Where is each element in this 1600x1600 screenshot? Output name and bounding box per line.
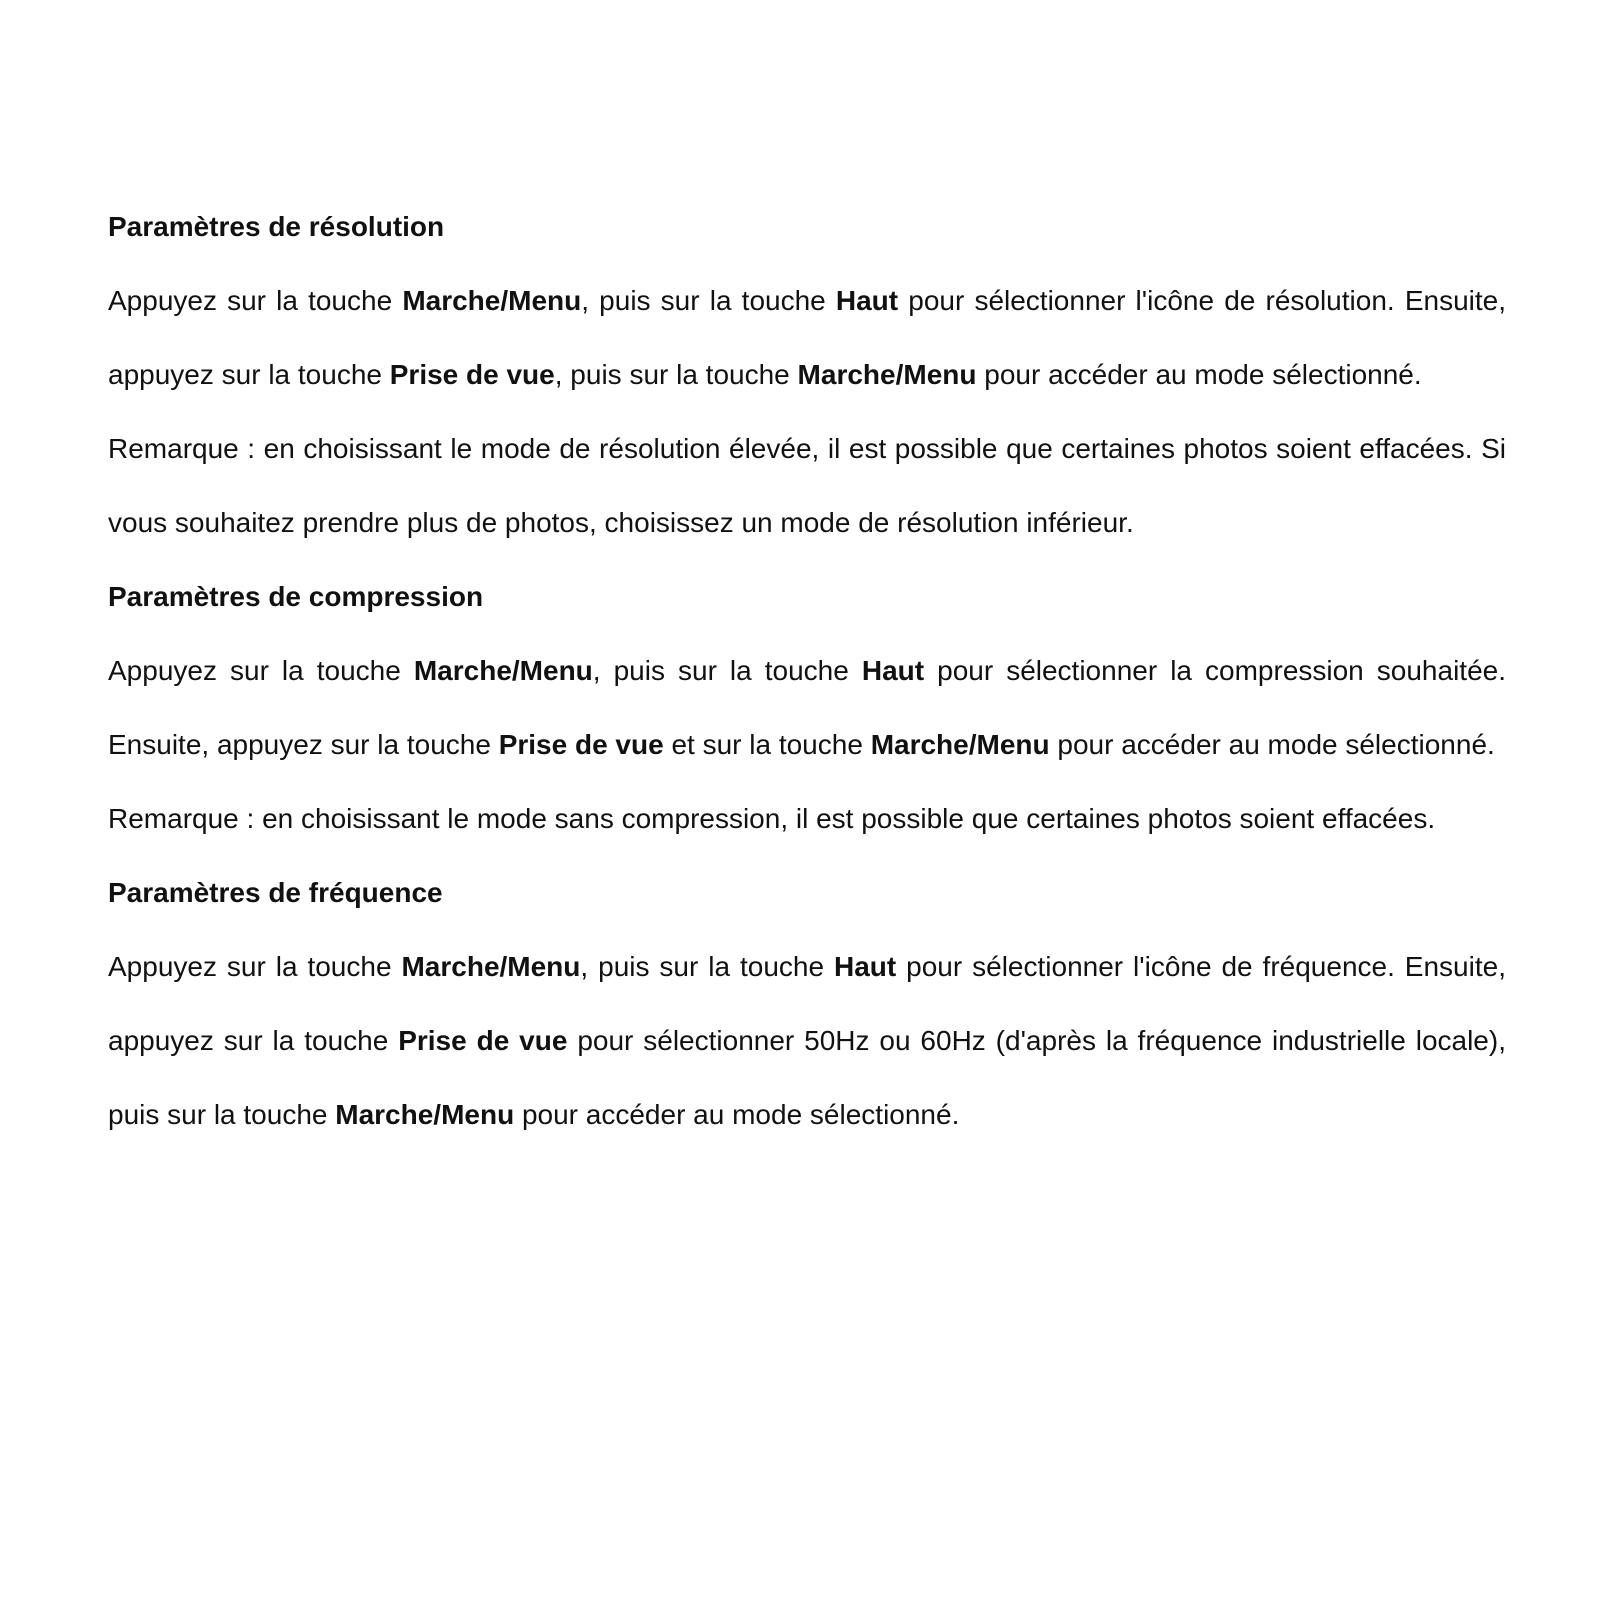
text-run: pour accéder au mode sélectionné.: [976, 359, 1422, 390]
text-run: pour sélectionner l'icône de fréquence. Ensuite, appuyez sur la touche: [108, 951, 1506, 1056]
key-name: Marche/Menu: [335, 1099, 515, 1130]
key-name: Haut: [861, 655, 925, 686]
text-run: , puis sur la touche: [592, 655, 862, 686]
key-name: Marche/Menu: [797, 359, 977, 390]
section-frequency: [108, 856, 1506, 1152]
section-resolution: [108, 190, 1506, 560]
key-name: Marche/Menu: [870, 729, 1050, 760]
key-name: Marche/Menu: [413, 655, 593, 686]
text-run: , puis sur la touche: [581, 285, 836, 316]
text-run: , puis sur la touche: [554, 359, 798, 390]
text-run: Appuyez sur la touche: [108, 951, 402, 982]
section-title: Paramètres de fréquence: [108, 877, 443, 908]
key-name: Marche/Menu: [402, 285, 582, 316]
key-name: Prise de vue: [389, 359, 555, 390]
text-run: et sur la touche: [663, 729, 871, 760]
text-run: , puis sur la touche: [580, 951, 834, 982]
text-run: Remarque : en choisissant le mode de résolution élevée, il est possible que certaines photos soient effacées. Si vous souhaitez prendre plus de photos, choisissez un mode de résolution inférieur.: [108, 433, 1506, 538]
section-title: Paramètres de résolution: [108, 211, 445, 242]
document-page: [108, 190, 1506, 1152]
key-name: Prise de vue: [498, 729, 664, 760]
text-run: Appuyez sur la touche: [108, 285, 403, 316]
text-run: pour accéder au mode sélectionné.: [514, 1099, 960, 1130]
text-run: Appuyez sur la touche: [108, 655, 414, 686]
section-compression: [108, 560, 1506, 856]
section-title: Paramètres de compression: [108, 581, 484, 612]
key-name: Prise de vue: [398, 1025, 568, 1056]
key-name: Haut: [833, 951, 897, 982]
paragraph: [108, 930, 1506, 1152]
paragraph: [108, 264, 1506, 412]
note-paragraph: [108, 782, 1506, 856]
key-name: Marche/Menu: [401, 951, 581, 982]
key-name: Haut: [835, 285, 899, 316]
note-paragraph: [108, 412, 1506, 560]
text-run: Remarque : en choisissant le mode sans compression, il est possible que certaines photos soient effacées.: [108, 803, 1436, 834]
paragraph: [108, 634, 1506, 782]
text-run: pour sélectionner 50Hz ou 60Hz (d'après la fréquence industrielle locale), puis sur la touche: [108, 1025, 1506, 1130]
text-run: pour sélectionner l'icône de résolution. Ensuite, appuyez sur la touche: [108, 285, 1506, 390]
text-run: pour accéder au mode sélectionné.: [1049, 729, 1495, 760]
text-run: pour sélectionner la compression souhaitée. Ensuite, appuyez sur la touche: [108, 655, 1507, 760]
